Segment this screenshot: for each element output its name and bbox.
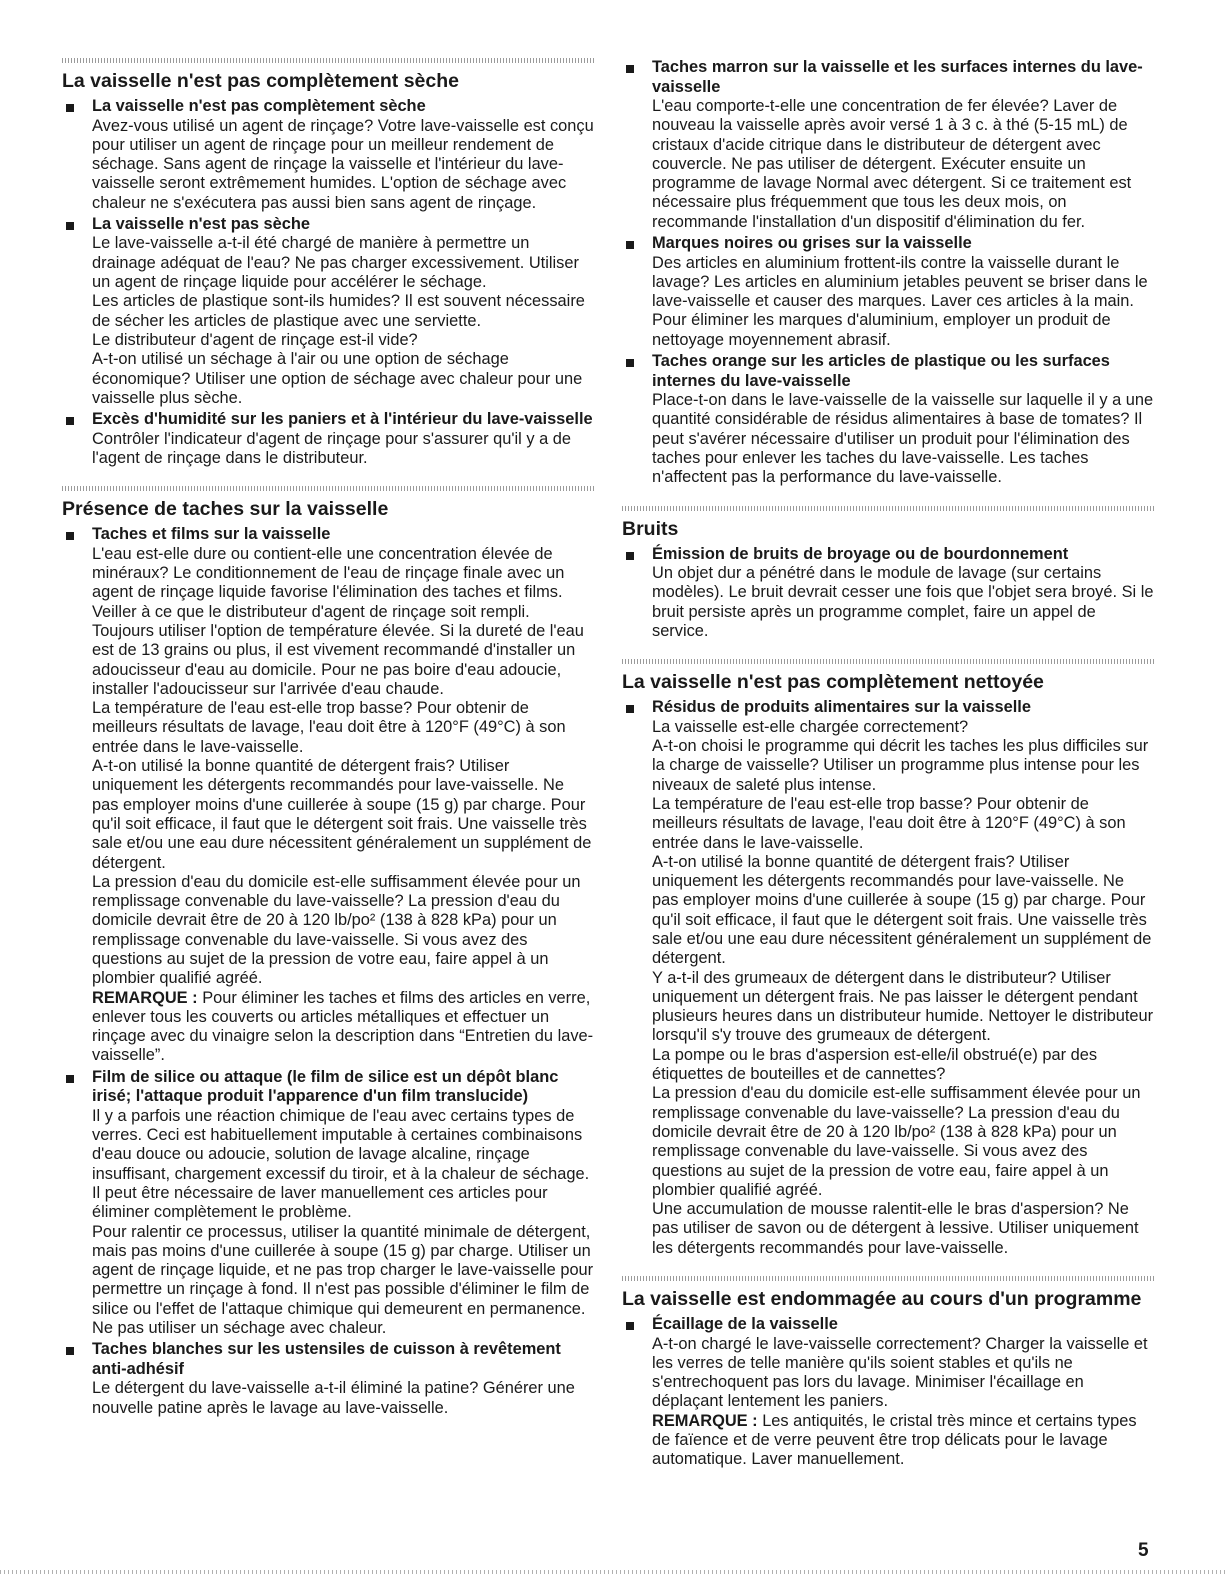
right-column: [622, 58, 1154, 1488]
section-title: La vaisselle n'est pas complètement nettoyée: [622, 671, 1044, 694]
item-paragraph: Contrôler l'indicateur d'agent de rinçage pour s'assurer qu'il y a de l'agent de rinçage dans le distributeur.: [92, 429, 572, 467]
item-paragraph: La pression d'eau du domicile est-elle suffisamment élevée pour un remplissage convenable du lave-vaisselle? La pression d'eau du domicile devrait être de 20 à 120 lb/po² (138 à 828 kPa) pour un remplissage convenable du lave-vaisselle. Si vous avez des questions au sujet de la pression de votre eau, faire appel à un plombier qualifié agréé.: [652, 1084, 1141, 1199]
item-heading: Taches blanches sur les ustensiles de cuisson à revêtement anti-adhésif: [92, 1340, 561, 1378]
item-heading: Émission de bruits de broyage ou de bourdonnement: [652, 544, 1069, 563]
bullet-icon: [626, 359, 634, 367]
section-divider: [622, 1276, 1154, 1281]
section-divider: [622, 659, 1154, 664]
bullet-icon: [66, 532, 74, 540]
section: [622, 659, 1154, 1258]
item-paragraph: A-t-on choisi le programme qui décrit les taches les plus difficiles sur la charge de vaisselle? Utiliser un programme plus intense pour les niveaux de saleté plus intense.: [652, 737, 1149, 794]
troubleshooting-item: [622, 1315, 1154, 1470]
section: [62, 486, 594, 1418]
note-text: Pour éliminer les taches et films des articles en verre, enlever tous les couverts ou articles métalliques et effectuer un rinçage avec du vinaigre selon la description dans “Entretien du lave-vaisselle”.: [92, 988, 594, 1065]
item-paragraph: A-t-on utilisé la bonne quantité de détergent frais? Utiliser uniquement les détergents recommandés pour lave-vaisselle. Ne pas employer moins d'une cuillerée à soupe (15 g) par charge. Pour qu'il soit efficace, il faut que le détergent soit frais. Une vaisselle très sale et/ou une eau dure nécessitent généralement un supplément de détergent.: [652, 852, 1152, 968]
page-number: 5: [1138, 1540, 1149, 1561]
troubleshooting-item: [622, 698, 1154, 1258]
troubleshooting-item: [62, 1068, 594, 1339]
item-heading: Film de silice ou attaque (le film de silice est un dépôt blanc irisé; l'attaque produit l'apparence d'un film translucide): [92, 1067, 559, 1106]
item-heading: Marques noires ou grises sur la vaisselle: [652, 234, 972, 253]
bullet-icon: [66, 1075, 74, 1083]
note-text: Les antiquités, le cristal très mince et certains types de faïence et de verre peuvent être trop délicats pour le lavage automatique. Laver manuellement.: [652, 1411, 1137, 1469]
troubleshooting-item: [62, 215, 594, 408]
item-paragraph: La température de l'eau est-elle trop basse? Pour obtenir de meilleurs résultats de lavage, l'eau doit être à 120°F (49°C) à son entrée dans le lave-vaisselle.: [92, 699, 566, 756]
bullet-icon: [66, 104, 74, 112]
bullet-icon: [626, 705, 634, 713]
item-paragraph: Le lave-vaisselle a-t-il été chargé de manière à permettre un drainage adéquat de l'eau? Ne pas charger excessivement. Utiliser un agent de rinçage liquide pour accélérer le séchage.: [92, 234, 579, 292]
item-paragraph: A-t-on utilisé un séchage à l'air ou une option de séchage économique? Utiliser une option de séchage avec chaleur pour une vaisselle plus sèche.: [92, 350, 583, 407]
troubleshooting-item: [62, 410, 594, 468]
item-heading: Taches orange sur les articles de plastique ou les surfaces internes du lave-vaisselle: [652, 352, 1110, 390]
item-heading: La vaisselle n'est pas sèche: [92, 214, 311, 233]
item-paragraph: L'eau est-elle dure ou contient-elle une concentration élevée de minéraux? Le conditionnement de l'eau de rinçage finale avec un agent de rinçage liquide favorise l'élimination des taches et films. Veiller à ce que le distributeur d'agent de rinçage soit rempli. Toujours utiliser l'option de température élevée. Si la dureté de l'eau est de 13 grains ou plus, il est vivement recommandé d'installer un adoucisseur d'eau au domicile. Pour ne pas boire d'eau adoucie, installer l'adoucisseur sur l'arrivée d'eau chaude.: [92, 544, 584, 698]
bullet-icon: [66, 222, 74, 230]
note-label: REMARQUE :: [652, 1411, 758, 1430]
bottom-divider: [0, 1570, 1225, 1574]
item-paragraph: La température de l'eau est-elle trop basse? Pour obtenir de meilleurs résultats de lavage, l'eau doit être à 120°F (49°C) à son entrée dans le lave-vaisselle.: [652, 794, 1126, 852]
section-divider: [62, 486, 594, 491]
troubleshooting-item: [62, 97, 594, 213]
section-title: La vaisselle n'est pas complètement sèche: [62, 70, 459, 92]
item-heading: Résidus de produits alimentaires sur la vaisselle: [652, 698, 1031, 717]
item-heading: Écaillage de la vaisselle: [652, 1315, 838, 1334]
troubleshooting-item: [62, 525, 594, 1066]
item-paragraph: Des articles en aluminium frottent-ils contre la vaisselle durant le lavage? Les articles en aluminium jetables peuvent se briser dans le lave-vaisselle et causer des marques. Laver ces articles à la main. Pour éliminer les marques d'aluminium, employer un produit de nettoyage moyennement abrasif.: [652, 253, 1148, 349]
section-title: Bruits: [622, 517, 679, 540]
troubleshooting-item: [622, 545, 1154, 642]
item-heading: Taches marron sur la vaisselle et les surfaces internes du lave-vaisselle: [652, 58, 1143, 96]
item-paragraph: A-t-on utilisé la bonne quantité de détergent frais? Utiliser uniquement les détergents recommandés pour lave-vaisselle. Ne pas employer moins d'une cuillerée à soupe (15 g) par charge. Pour qu'il soit efficace, il faut que le détergent soit frais. Une vaisselle très sale et/ou une eau dure nécessitent généralement un supplément de détergent.: [92, 757, 592, 872]
item-paragraph: Le détergent du lave-vaisselle a-t-il éliminé la patine? Générer une nouvelle patine après le lavage au lave-vaisselle.: [92, 1379, 575, 1417]
note-paragraph: [92, 989, 594, 1066]
item-paragraph: L'eau comporte-t-elle une concentration de fer élevée? Laver de nouveau la vaisselle après avoir versé 1 à 3 c. à thé (5-15 mL) de cristaux d'acide citrique dans le distributeur de détergent avec couvercle. Ne pas utiliser de détergent. Exécuter ensuite un programme de lavage Normal avec détergent. Si ce traitement est nécessaire plus fréquemment que tous les deux mois, on recommande l'installation d'un dispositif d'élimination du fer.: [652, 97, 1132, 231]
section: [622, 1276, 1154, 1470]
item-paragraph: Place-t-on dans le lave-vaisselle de la vaisselle sur laquelle il y a une quantité considérable de résidus alimentaires à base de tomates? Il peut s'avérer nécessaire d'utiliser un produit pour l'élimination des taches pour enlever les taches du lave-vaisselle. Les taches n'affectent pas la performance du lave-vaisselle.: [652, 391, 1154, 487]
section-title: La vaisselle est endommagée au cours d'un programme: [622, 1288, 1142, 1311]
item-paragraph: La vaisselle est-elle chargée correctement?: [652, 717, 969, 736]
troubleshooting-item: [62, 1340, 594, 1418]
note-paragraph: [652, 1412, 1154, 1470]
bullet-icon: [626, 552, 634, 560]
item-paragraph: Y a-t-il des grumeaux de détergent dans le distributeur? Utiliser uniquement un détergent frais. Ne pas laisser le détergent pendant plusieurs heures dans un distributeur humide. Nettoyer le distributeur lorsqu'il s'y trouve des grumeaux de détergent.: [652, 968, 1154, 1045]
section-divider: [622, 506, 1154, 511]
section: [62, 58, 594, 468]
troubleshooting-item: [622, 58, 1154, 232]
bullet-icon: [626, 65, 634, 73]
item-paragraph: Les articles de plastique sont-ils humides? Il est souvent nécessaire de sécher les articles de plastique avec une serviette.: [92, 292, 585, 330]
section-title: Présence de taches sur la vaisselle: [62, 498, 389, 521]
item-heading: Excès d'humidité sur les paniers et à l'intérieur du lave-vaisselle: [92, 410, 593, 429]
left-column: [62, 58, 594, 1436]
item-paragraph: Une accumulation de mousse ralentit-elle le bras d'aspersion? Ne pas utiliser de savon ou de détergent à lessive. Utiliser uniquement les détergents recommandés pour lave-vaisselle.: [652, 1200, 1139, 1257]
bullet-icon: [66, 1347, 74, 1355]
troubleshooting-item: [622, 352, 1154, 487]
item-paragraph: Un objet dur a pénétré dans le module de lavage (sur certains modèles). Le bruit devrait cesser une fois que l'objet sera broyé. Si le bruit persiste après un programme complet, faire un appel de service.: [652, 564, 1154, 640]
troubleshooting-item: [622, 234, 1154, 350]
section: [622, 506, 1154, 642]
note-label: REMARQUE :: [92, 988, 198, 1007]
bullet-icon: [626, 241, 634, 249]
item-paragraph: Le distributeur d'agent de rinçage est-il vide?: [92, 330, 418, 349]
bullet-icon: [626, 1322, 634, 1330]
item-paragraph: A-t-on chargé le lave-vaisselle correctement? Charger la vaisselle et les verres de telle manière qu'ils soient stables et qu'ils ne s'entrechoquent pas lors du lavage. Minimiser l'écaillage en déplaçant lentement les paniers.: [652, 1334, 1148, 1411]
section: [622, 58, 1154, 488]
item-heading: Taches et films sur la vaisselle: [92, 525, 331, 544]
item-paragraph: La pompe ou le bras d'aspersion est-elle/il obstrué(e) par des étiquettes de bouteilles et de cannettes?: [652, 1045, 1098, 1084]
item-paragraph: La pression d'eau du domicile est-elle suffisamment élevée pour un remplissage convenable du lave-vaisselle? La pression d'eau du domicile devrait être de 20 à 120 lb/po² (138 à 828 kPa) pour un remplissage convenable du lave-vaisselle. Si vous avez des questions au sujet de la pression de votre eau, faire appel à un plombier qualifié agréé.: [92, 872, 581, 988]
item-paragraph: Il y a parfois une réaction chimique de l'eau avec certains types de verres. Ceci est habituellement imputable à certaines combinaisons d'eau douce ou adoucie, solution de lavage alcaline, rinçage insuffisant, chargement excessif du tiroir, et à la chaleur de séchage. Il peut être nécessaire de laver manuellement ces articles pour éliminer complètement le problème.: [92, 1106, 590, 1222]
bullet-icon: [66, 417, 74, 425]
item-paragraph: Pour ralentir ce processus, utiliser la quantité minimale de détergent, mais pas moins d'une cuillerée à soupe (15 g) par charge. Utiliser un agent de rinçage liquide, et ne pas trop charger le lave-vaisselle pour permettre un rinçage à fond. Il n'est pas possible d'éliminer le film de silice ou l'effet de l'attaque chimique qui demeurent en permanence. Ne pas utiliser un séchage avec chaleur.: [92, 1222, 594, 1338]
section-divider: [62, 58, 594, 63]
item-paragraph: Avez-vous utilisé un agent de rinçage? Votre lave-vaisselle est conçu pour utiliser un agent de rinçage pour un meilleur rendement de séchage. Sans agent de rinçage la vaisselle et l'intérieur du lave-vaisselle seront extrêmement humides. L'option de séchage avec chaleur ne s'exécutera pas aussi bien sans agent de rinçage.: [92, 116, 594, 212]
item-heading: La vaisselle n'est pas complètement sèche: [92, 97, 426, 115]
